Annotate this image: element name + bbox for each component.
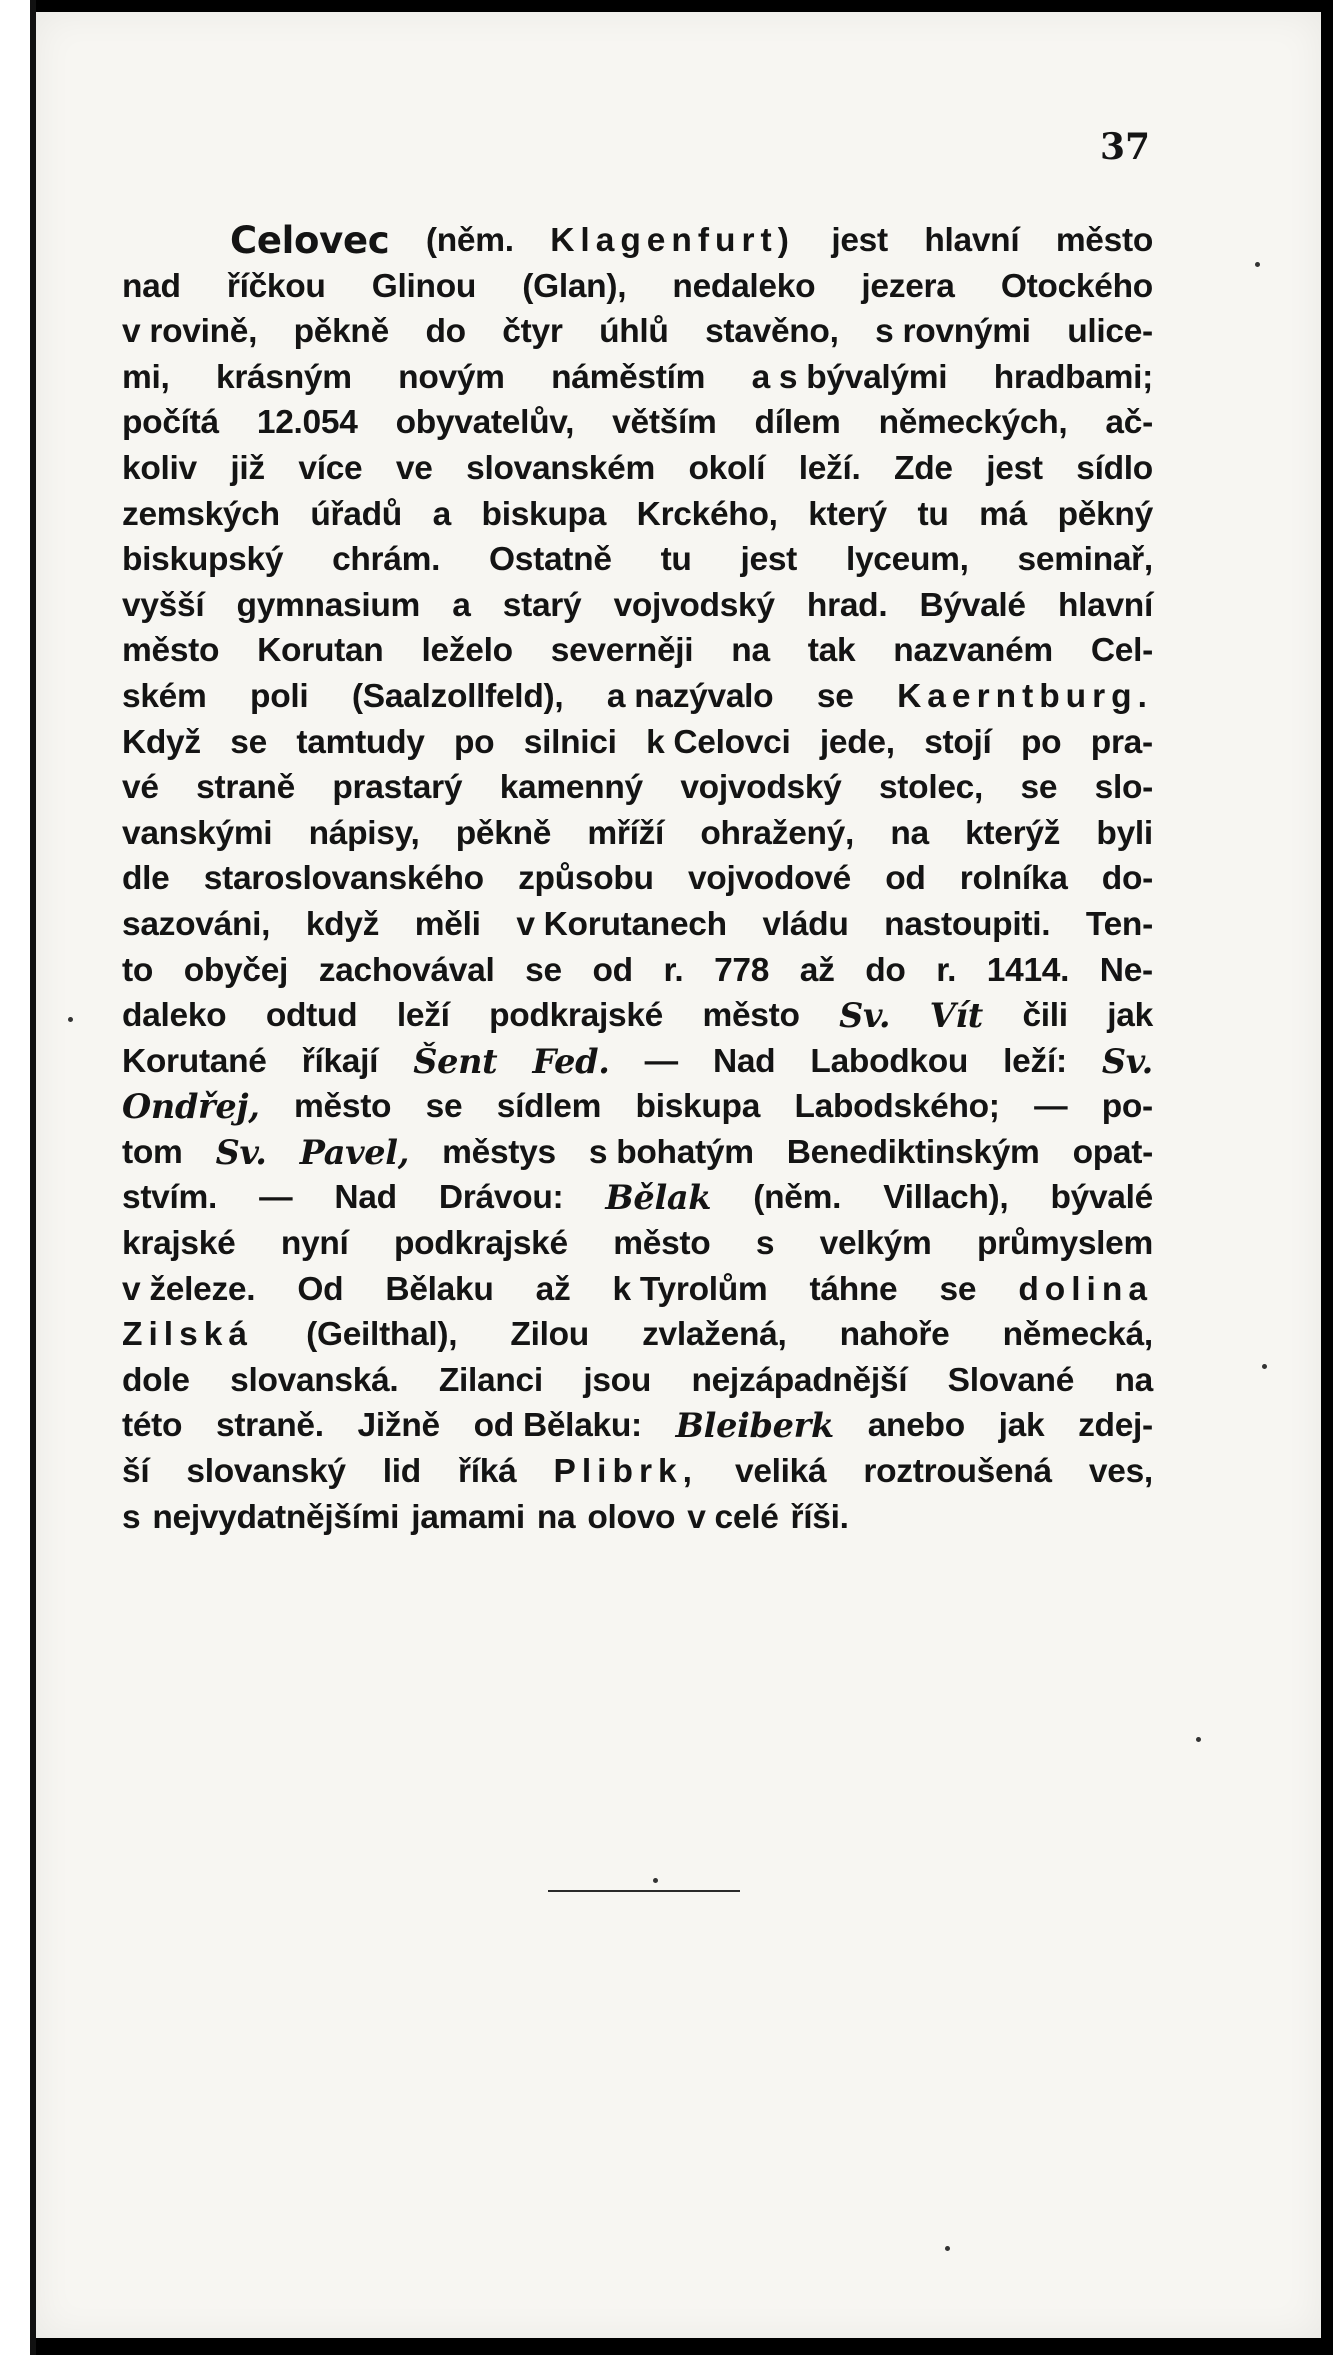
ink-speck	[1262, 1364, 1267, 1369]
word: má	[979, 495, 1027, 533]
word: této	[122, 1407, 183, 1445]
word: čili	[1022, 997, 1068, 1035]
word: po	[1021, 723, 1062, 761]
word: na	[890, 814, 929, 852]
word: vojvodové	[687, 860, 851, 898]
word: jak	[998, 1407, 1045, 1445]
text-line	[122, 1267, 1153, 1313]
word: a	[432, 495, 451, 533]
word: Bělak	[605, 1178, 712, 1218]
text-line	[122, 583, 1153, 629]
word: se	[425, 1088, 463, 1126]
word: jede,	[819, 723, 895, 761]
word: dílem	[754, 404, 841, 442]
word: až	[799, 951, 835, 989]
word: německých,	[878, 404, 1068, 442]
word: město	[613, 1225, 711, 1263]
page-edge	[0, 0, 36, 2355]
word: od	[592, 951, 633, 989]
closing-rule	[548, 1890, 740, 1892]
text-line	[122, 537, 1153, 583]
ink-speck	[653, 1878, 658, 1883]
word: po-	[1101, 1088, 1153, 1126]
word: do	[425, 313, 466, 351]
word: Labodského;	[794, 1088, 1000, 1126]
word: leželo	[421, 632, 513, 670]
word: nápisy,	[308, 814, 420, 852]
word: ohražený,	[700, 814, 855, 852]
word: sazováni,	[122, 905, 271, 943]
word: podkrajské	[393, 1225, 568, 1263]
word: stvím.	[122, 1179, 218, 1217]
word: na	[1114, 1361, 1153, 1399]
text-line	[122, 355, 1153, 401]
word: —	[259, 1179, 293, 1217]
word: Zilská	[122, 1316, 253, 1354]
word: roztroušená	[863, 1453, 1052, 1491]
word: až	[535, 1270, 571, 1308]
word: Klagenfurt)	[550, 222, 795, 259]
word: ves,	[1088, 1453, 1153, 1491]
word: tamtudy	[296, 723, 425, 761]
text-line	[122, 264, 1153, 310]
word: obyčej	[183, 951, 289, 989]
word: velkým	[819, 1225, 932, 1263]
word: Nad	[334, 1179, 397, 1217]
word: veliká	[735, 1453, 827, 1491]
word: dolina	[1018, 1270, 1153, 1308]
word: říkají	[301, 1042, 379, 1080]
word: vé	[122, 769, 159, 807]
word: hrad.	[806, 586, 888, 624]
word: jezera	[861, 267, 955, 305]
word: severněji	[550, 632, 694, 670]
word: Ten-	[1085, 905, 1153, 943]
word: stojí	[924, 723, 992, 761]
word: s rovnými	[875, 313, 1031, 351]
word: Od	[297, 1270, 344, 1308]
word: staroslovanského	[203, 860, 484, 898]
word: —	[1034, 1088, 1068, 1126]
word: biskupa	[481, 495, 607, 533]
text-line	[122, 218, 1153, 264]
page-number: 37	[1100, 126, 1151, 168]
word: Korutané	[122, 1042, 267, 1080]
word: počítá	[122, 404, 219, 442]
word: a s bývalými	[751, 358, 948, 396]
word: Glinou	[371, 267, 477, 305]
word: a nazývalo	[606, 677, 774, 715]
word: slovanský	[186, 1453, 346, 1491]
word: pěkně	[293, 313, 389, 351]
word: vojvodský	[613, 586, 775, 624]
word: starý	[502, 586, 582, 624]
text-line	[122, 948, 1153, 994]
word: ulice-	[1067, 313, 1153, 351]
word: to	[122, 951, 154, 989]
body-text	[122, 218, 1153, 1540]
word: odtud	[265, 997, 358, 1035]
word: zachovával	[318, 951, 495, 989]
word: v železe.	[122, 1270, 256, 1308]
word: k Tyrolům	[612, 1270, 768, 1308]
word: Ondřej,	[122, 1087, 260, 1127]
word: ač-	[1105, 404, 1153, 442]
text-line	[122, 1312, 1153, 1358]
word: kamenný	[499, 769, 643, 807]
word: v Korutanech	[516, 905, 727, 943]
word: ském	[122, 677, 207, 715]
word: Zde	[894, 449, 953, 487]
word: nazvaném	[893, 632, 1053, 670]
word: tom	[122, 1133, 183, 1171]
word: Nad	[712, 1042, 776, 1080]
word: opat-	[1072, 1133, 1153, 1171]
word: Vít	[929, 996, 983, 1036]
word: koliv	[122, 449, 197, 487]
word: vojvodský	[680, 769, 842, 807]
word: tu	[917, 495, 949, 533]
word: anebo	[867, 1407, 965, 1445]
word: —	[644, 1042, 678, 1080]
word: úhlů	[599, 313, 669, 351]
text-line	[122, 446, 1153, 492]
word: nedaleko	[672, 267, 816, 305]
word: Benediktinským	[786, 1133, 1040, 1171]
word: sídlem	[496, 1088, 602, 1126]
text-line	[122, 1449, 1153, 1495]
word: se	[525, 951, 562, 989]
word: Labodkou	[810, 1042, 969, 1080]
word: leží.	[798, 449, 861, 487]
word: prastarý	[332, 769, 463, 807]
word: Ostatně	[489, 541, 612, 579]
word: hlavní	[924, 222, 1020, 259]
word: město	[294, 1088, 392, 1126]
word: hradbami;	[993, 358, 1153, 396]
word: nahoře	[839, 1316, 950, 1354]
word: německá,	[1002, 1316, 1153, 1354]
word: podkrajské	[489, 997, 663, 1035]
word: zdej-	[1078, 1407, 1153, 1445]
word: Slované	[947, 1361, 1075, 1399]
word: vládu	[762, 905, 849, 943]
word: jsou	[583, 1361, 651, 1399]
word: zvlažená,	[642, 1316, 787, 1354]
word: město	[1055, 222, 1153, 259]
word: stavěno,	[705, 313, 839, 351]
word: jest	[831, 222, 888, 259]
word: větším	[612, 404, 717, 442]
word: nyní	[280, 1225, 349, 1263]
text-line	[122, 1084, 1153, 1130]
word: kterýž	[965, 814, 1061, 852]
text-line	[122, 1221, 1153, 1267]
word: Celovec	[230, 219, 390, 262]
word: Zilanci	[438, 1361, 543, 1399]
word: bývalé	[1050, 1179, 1153, 1217]
word: s bohatým	[588, 1133, 754, 1171]
ink-speck	[945, 2246, 950, 2251]
word: 1414.	[986, 951, 1070, 989]
word: táhne	[809, 1270, 898, 1308]
text-line	[122, 628, 1153, 674]
word: Pavel,	[299, 1132, 410, 1172]
word: Šent	[413, 1041, 498, 1081]
text-line	[122, 856, 1153, 902]
word: od Bělaku:	[473, 1407, 642, 1445]
word: leží:	[1003, 1042, 1067, 1080]
word: novým	[398, 358, 505, 396]
word: do-	[1101, 860, 1153, 898]
word: 778	[714, 951, 770, 989]
word: Sv.	[839, 996, 891, 1036]
word: čtyr	[502, 313, 563, 351]
word: po	[454, 723, 495, 761]
word: Krckého,	[636, 495, 778, 533]
word: chrám.	[332, 541, 441, 579]
word: tak	[807, 632, 856, 670]
word: náměstím	[551, 358, 706, 396]
word: Cel-	[1090, 632, 1153, 670]
word: hlavní	[1057, 586, 1153, 624]
word: když	[305, 905, 380, 943]
word: Bělaku	[385, 1270, 494, 1308]
word: poli	[250, 677, 309, 715]
word: k Celovci	[646, 723, 791, 761]
text-line	[122, 1358, 1153, 1404]
word: jest	[740, 541, 798, 579]
word: pěkný	[1057, 495, 1153, 533]
word: říká	[458, 1453, 517, 1491]
word: se	[230, 723, 267, 761]
text-line	[122, 811, 1153, 857]
word: okolí	[688, 449, 766, 487]
word: 12.054	[256, 404, 358, 442]
word: krajské	[122, 1225, 236, 1263]
word: ve	[395, 449, 433, 487]
text-line	[122, 720, 1153, 766]
word: (Geilthal),	[306, 1316, 458, 1354]
word: Jižně	[357, 1407, 440, 1445]
word: Bývalé	[919, 586, 1026, 624]
word: s	[755, 1225, 775, 1263]
word: tu	[660, 541, 692, 579]
word: do	[865, 951, 906, 989]
word: slo-	[1094, 769, 1153, 807]
word: říši.	[790, 1498, 849, 1536]
ink-speck	[68, 1017, 73, 1022]
text-line	[122, 1403, 1153, 1449]
word: straně	[196, 769, 295, 807]
text-line	[122, 902, 1153, 948]
word: Bleiberk	[675, 1406, 834, 1446]
word: vyšší	[122, 586, 205, 624]
word: sídlo	[1076, 449, 1153, 487]
word: průmyslem	[976, 1225, 1153, 1263]
word: město	[702, 997, 800, 1035]
word: více	[298, 449, 363, 487]
text-line	[122, 492, 1153, 538]
word: Otockého	[1000, 267, 1153, 305]
word: v celé	[687, 1498, 779, 1536]
ink-speck	[1196, 1737, 1201, 1742]
word: lid	[382, 1453, 421, 1491]
word: jest	[986, 449, 1043, 487]
word: slovanská.	[230, 1361, 399, 1399]
word: se	[939, 1270, 977, 1308]
word: r.	[936, 951, 957, 989]
word: gymnasium	[236, 586, 421, 624]
word: v rovině,	[122, 313, 258, 351]
word: od	[885, 860, 926, 898]
word: nad	[122, 267, 181, 305]
word: byli	[1096, 814, 1153, 852]
word: Zilou	[510, 1316, 589, 1354]
word: silnici	[523, 723, 617, 761]
word: zemských	[122, 495, 280, 533]
word: krásným	[215, 358, 352, 396]
word: měli	[414, 905, 481, 943]
word: slovanském	[466, 449, 655, 487]
word: Ne-	[1099, 951, 1153, 989]
text-line	[122, 400, 1153, 446]
text-line	[122, 765, 1153, 811]
text-line	[122, 674, 1153, 720]
word: (Glan),	[522, 267, 627, 305]
word: straně.	[216, 1407, 324, 1445]
text-line	[122, 1495, 1153, 1541]
word: lyceum,	[845, 541, 969, 579]
word: biskupský	[122, 541, 284, 579]
word: a	[452, 586, 471, 624]
word: s	[122, 1498, 141, 1536]
word: Fed.	[532, 1041, 610, 1081]
word: již	[230, 449, 265, 487]
word: r.	[663, 951, 684, 989]
word: se	[1020, 769, 1058, 807]
word: stolec,	[878, 769, 983, 807]
word: pěkně	[455, 814, 552, 852]
word: město	[122, 632, 220, 670]
word: Sv.	[1101, 1041, 1153, 1081]
word: leží	[396, 997, 450, 1035]
word: (Saalzollfeld),	[351, 677, 564, 715]
word: Drávou:	[438, 1179, 564, 1217]
word: ší	[122, 1453, 150, 1491]
word: olovo	[587, 1498, 676, 1536]
ink-speck	[1255, 262, 1260, 267]
word: na	[731, 632, 770, 670]
word: jak	[1107, 997, 1153, 1035]
word: mříží	[587, 814, 665, 852]
word: se	[816, 677, 854, 715]
word: Když	[122, 723, 201, 761]
word: Plibrk,	[553, 1453, 698, 1491]
word: nejzápadnější	[691, 1361, 908, 1399]
word: nastoupiti.	[884, 905, 1051, 943]
word: na	[536, 1498, 576, 1536]
text-line	[122, 1175, 1153, 1221]
word: Villach),	[883, 1179, 1009, 1217]
word: mi,	[122, 358, 170, 396]
word: úřadů	[310, 495, 402, 533]
word: rolníka	[959, 860, 1068, 898]
word: městys	[442, 1133, 556, 1171]
word: biskupa	[635, 1088, 761, 1126]
text-line	[122, 309, 1153, 355]
word: nejvydatnějšími	[152, 1498, 400, 1536]
word: vanskými	[122, 814, 273, 852]
word: jamami	[411, 1498, 525, 1536]
text-line	[122, 993, 1153, 1039]
word: obyvatelův,	[395, 404, 575, 442]
text-line	[122, 1130, 1153, 1176]
word: seminař,	[1017, 541, 1153, 579]
word: Sv.	[215, 1132, 267, 1172]
word: který	[808, 495, 887, 533]
word: Kaerntburg.	[897, 677, 1153, 715]
text-line	[122, 1039, 1153, 1085]
word: daleko	[122, 997, 227, 1035]
word: způsobu	[518, 860, 654, 898]
word: říčkou	[226, 267, 326, 305]
word: Korutan	[257, 632, 384, 670]
word: (něm.	[753, 1179, 842, 1217]
word: pra-	[1090, 723, 1153, 761]
word: dole	[122, 1361, 190, 1399]
word: (něm.	[425, 222, 514, 259]
word: dle	[122, 860, 170, 898]
